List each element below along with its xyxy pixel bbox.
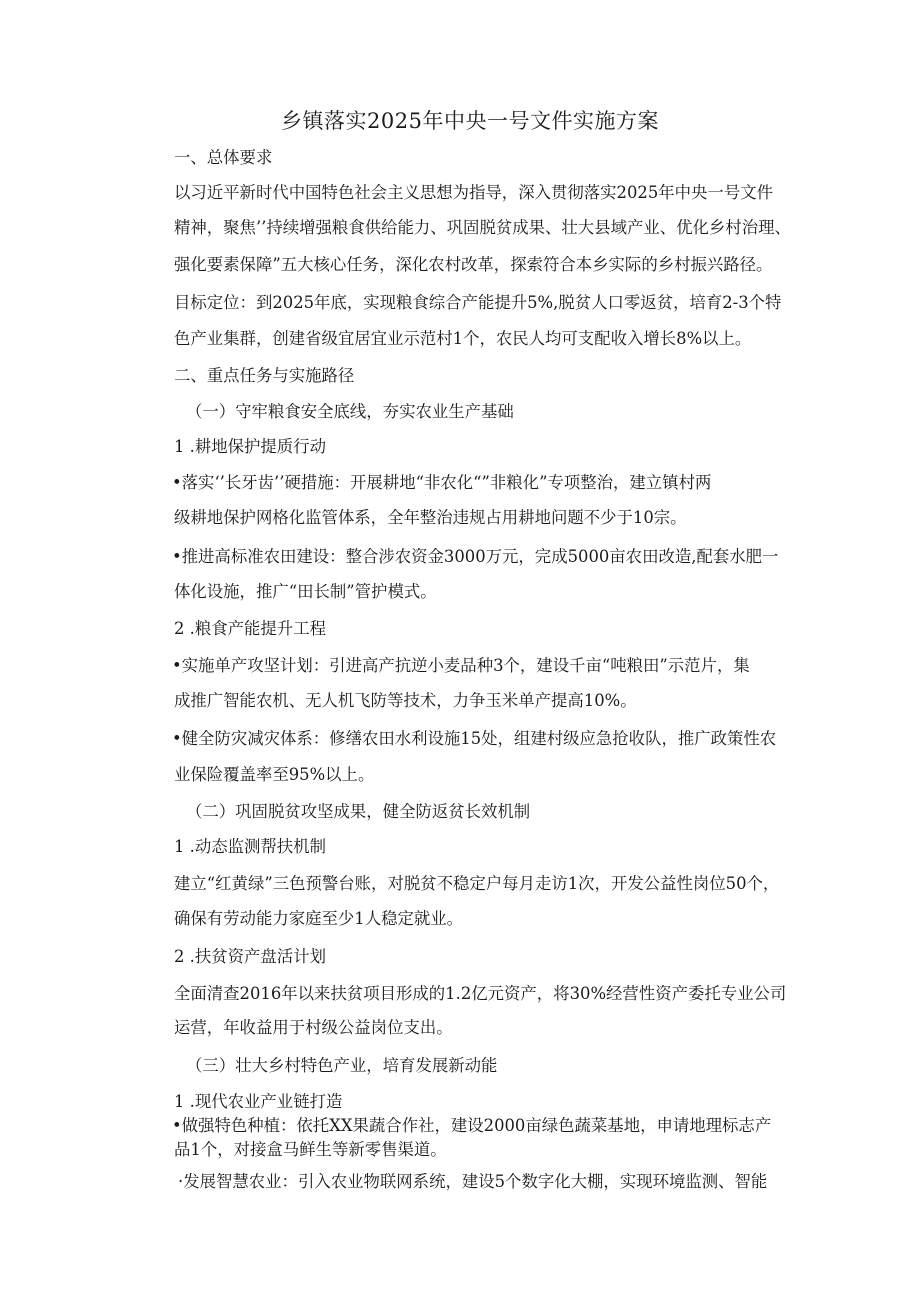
text-line: 确保有劳动能力家庭至少1人稳定就业。	[174, 909, 464, 928]
text-line: •实施单产攻坚计划：引进高产抗逆小麦品种3个，建设千亩“吨粮田”示范片，集	[172, 656, 750, 675]
section-heading: 二、重点任务与实施路径	[174, 366, 355, 385]
text-line: 运营，年收益用于村级公益岗位支出。	[174, 1018, 453, 1037]
section-heading: 一、总体要求	[174, 148, 273, 167]
text-line: •健全防灾减灾体系：修缮农田水利设施15处，组建村级应急抢收队，推广政策性农	[172, 729, 777, 748]
item-heading: 1 .动态监测帮扶机制	[174, 837, 326, 856]
item-heading: 2 .扶贫资产盘活计划	[174, 947, 326, 966]
text-line: 业保险覆盖率至95%以上。	[174, 765, 375, 784]
document-title: 乡镇落实2025年中央一号文件实施方案	[281, 109, 659, 133]
text-line: 色产业集群，创建省级宜居宜业示范村1个，农民人均可支配收入增长8%以上。	[174, 329, 752, 348]
text-line: 精神，聚焦’’持续增强粮食供给能力、巩固脱贫成果、壮大县域产业、优化乡村治理、	[174, 218, 791, 237]
text-line: 目标定位：到2025年底，实现粮食综合产能提升5%,脱贫人口零返贫，培育2-3个特	[174, 293, 782, 312]
item-heading: 2 .粮食产能提升工程	[174, 619, 326, 638]
text-line: 建立“红黄绿”三色预警台账，对脱贫不稳定户每月走访1次，开发公益性岗位50个，	[174, 874, 780, 893]
text-line: 体化设施，推广“田长制”管护模式。	[174, 582, 437, 601]
text-line: 全面清查2016年以来扶贫项目形成的1.2亿元资产，将30%经营性资产委托专业公司	[174, 984, 787, 1003]
text-line: •做强特色种植：依托XX果蔬合作社，建设2000亩绿色蔬菜基地，申请地理标志产	[172, 1116, 772, 1135]
subsection-heading: （一）守牢粮食安全底线，夯实农业生产基础	[186, 402, 514, 421]
text-line: ·发展智慧农业：引入农业物联网系统，建设5个数字化大棚，实现环境监测、智能	[178, 1172, 768, 1191]
text-line: 以习近平新时代中国特色社会主义思想为指导，深入贯彻落实2025年中央一号文件	[174, 183, 773, 202]
item-heading: 1 .耕地保护提质行动	[174, 437, 326, 456]
text-line: 成推广智能农机、无人机飞防等技术，力争玉米单产提高10%。	[174, 691, 637, 710]
subsection-heading: （二）巩固脱贫攻坚成果，健全防返贫长效机制	[186, 802, 531, 821]
text-line: 级耕地保护网格化监管体系，全年整治违规占用耕地问题不少于10宗。	[174, 508, 687, 527]
text-line: 强化要素保障”五大核心任务，深化农村改革，探索符合本乡实际的乡村振兴路径。	[174, 255, 773, 274]
text-line: •落实‘’长牙齿’’硬措施：开展耕地“非农化“”非粮化”专项整治，建立镇村两	[172, 473, 712, 492]
text-line: 品1个，对接盒马鲜生等新零售渠道。	[174, 1140, 447, 1159]
item-heading: 1 .现代农业产业链打造	[174, 1092, 343, 1111]
text-line: •推进高标准农田建设：整合涉农资金3000万元，完成5000亩农田改造,配套水肥一	[172, 547, 779, 566]
subsection-heading: （三）壮大乡村特色产业，培育发展新动能	[186, 1056, 498, 1075]
